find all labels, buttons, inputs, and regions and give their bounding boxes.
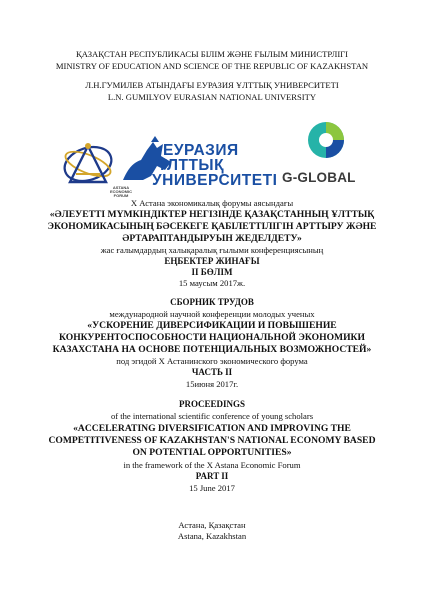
kz-intro: X Астана экономикалық форумы аясындағы — [130, 198, 294, 208]
ru-collection: СБОРНИК ТРУДОВ — [170, 297, 254, 307]
ru-date: 15июня 2017г. — [185, 379, 239, 389]
university-logo-line3: УНИВЕРСИТЕТІ — [152, 172, 278, 189]
en-framework: in the framework of the X Astana Economic Forum — [123, 460, 301, 470]
en-title-line1: «ACCELERATING DIVERSIFICATION AND IMPROVING THE — [73, 423, 351, 434]
g-global-logo — [306, 120, 346, 160]
ministry-en: MINISTRY OF EDUCATION AND SCIENCE OF THE REPUBLIC OF KAZAKHSTAN — [55, 61, 369, 71]
en-title-line3: ON POTENTIAL OPPORTUNITIES» — [132, 447, 292, 458]
g-global-logo-text: G-GLOBAL — [282, 170, 356, 185]
university-en: L.N. GUMILYOV EURASIAN NATIONAL UNIVERSITY — [107, 92, 317, 102]
en-subtitle: of the international scientific conference of young scholars — [110, 411, 314, 421]
ru-title-line1: «УСКОРЕНИЕ ДИВЕРСИФИКАЦИИ И ПОВЫШЕНИЕ — [87, 320, 337, 331]
aef-logo-text: ASTANA ECONOMIC FORUM — [110, 185, 132, 199]
kz-subtitle: жас ғалымдардың халықаралық ғылыми конференциясының — [100, 245, 324, 255]
ru-subtitle: международной научной конференции молодых ученых — [109, 309, 315, 319]
ministry-kz: ҚАЗАҚСТАН РЕСПУБЛИКАСЫ БІЛІМ ЖӘНЕ ҒЫЛЫМ МИНИСТРЛІГІ — [75, 49, 349, 59]
en-date: 15 June 2017 — [189, 483, 235, 493]
kz-date: 15 маусым 2017ж. — [178, 278, 246, 288]
en-title-line2: COMPETITIVENESS OF KAZAKHSTAN'S NATIONAL ECONOMY BASED — [48, 435, 376, 446]
kz-title-line2: ЭКОНОМИКАСЫНЫҢ БӘСЕКЕГЕ ҚАБІЛЕТТІЛІГІН АРТТЫРУ ЖӘНЕ — [47, 221, 377, 232]
en-collection: PROCEEDINGS — [178, 399, 245, 409]
ru-framework: под эгидой X Астанинского экономического форума — [116, 356, 308, 366]
kz-collection: ЕҢБЕКТЕР ЖИНАҒЫ — [164, 256, 260, 266]
kz-title-line1: «ӘЛЕУЕТТІ МҮМКІНДІКТЕР НЕГІЗІНДЕ ҚАЗАҚСТАННЫҢ ҰЛТТЫҚ — [49, 209, 375, 220]
kz-title-line3: ӘРТАРАПТАНДЫРУЫН ЖЕДЕЛДЕТУ» — [122, 233, 302, 244]
ru-title-line3: КАЗАХСТАНА НА ОСНОВЕ ПОТЕНЦИАЛЬНЫХ ВОЗМОЖНОСТЕЙ» — [52, 344, 372, 355]
ru-title-line2: КОНКУРЕНТОСПОСОБНОСТИ НАЦИОНАЛЬНОЙ ЭКОНОМИКИ — [59, 332, 365, 343]
en-part: PART II — [195, 471, 229, 481]
city-en: Astana, Kazakhstan — [177, 531, 247, 541]
kz-part: II БӨЛІМ — [191, 267, 233, 277]
university-logo-line2: ҰЛТТЫҚ — [158, 157, 225, 174]
ru-part: ЧАСТЬ II — [191, 367, 233, 377]
university-logo-line1: ЕУРАЗИЯ — [163, 142, 239, 159]
university-kz: Л.Н.ГУМИЛЕВ АТЫНДАҒЫ ЕУРАЗИЯ ҰЛТТЫҚ УНИВЕРСИТЕТІ — [85, 80, 339, 90]
city-kz: Астана, Қазақстан — [178, 520, 246, 530]
